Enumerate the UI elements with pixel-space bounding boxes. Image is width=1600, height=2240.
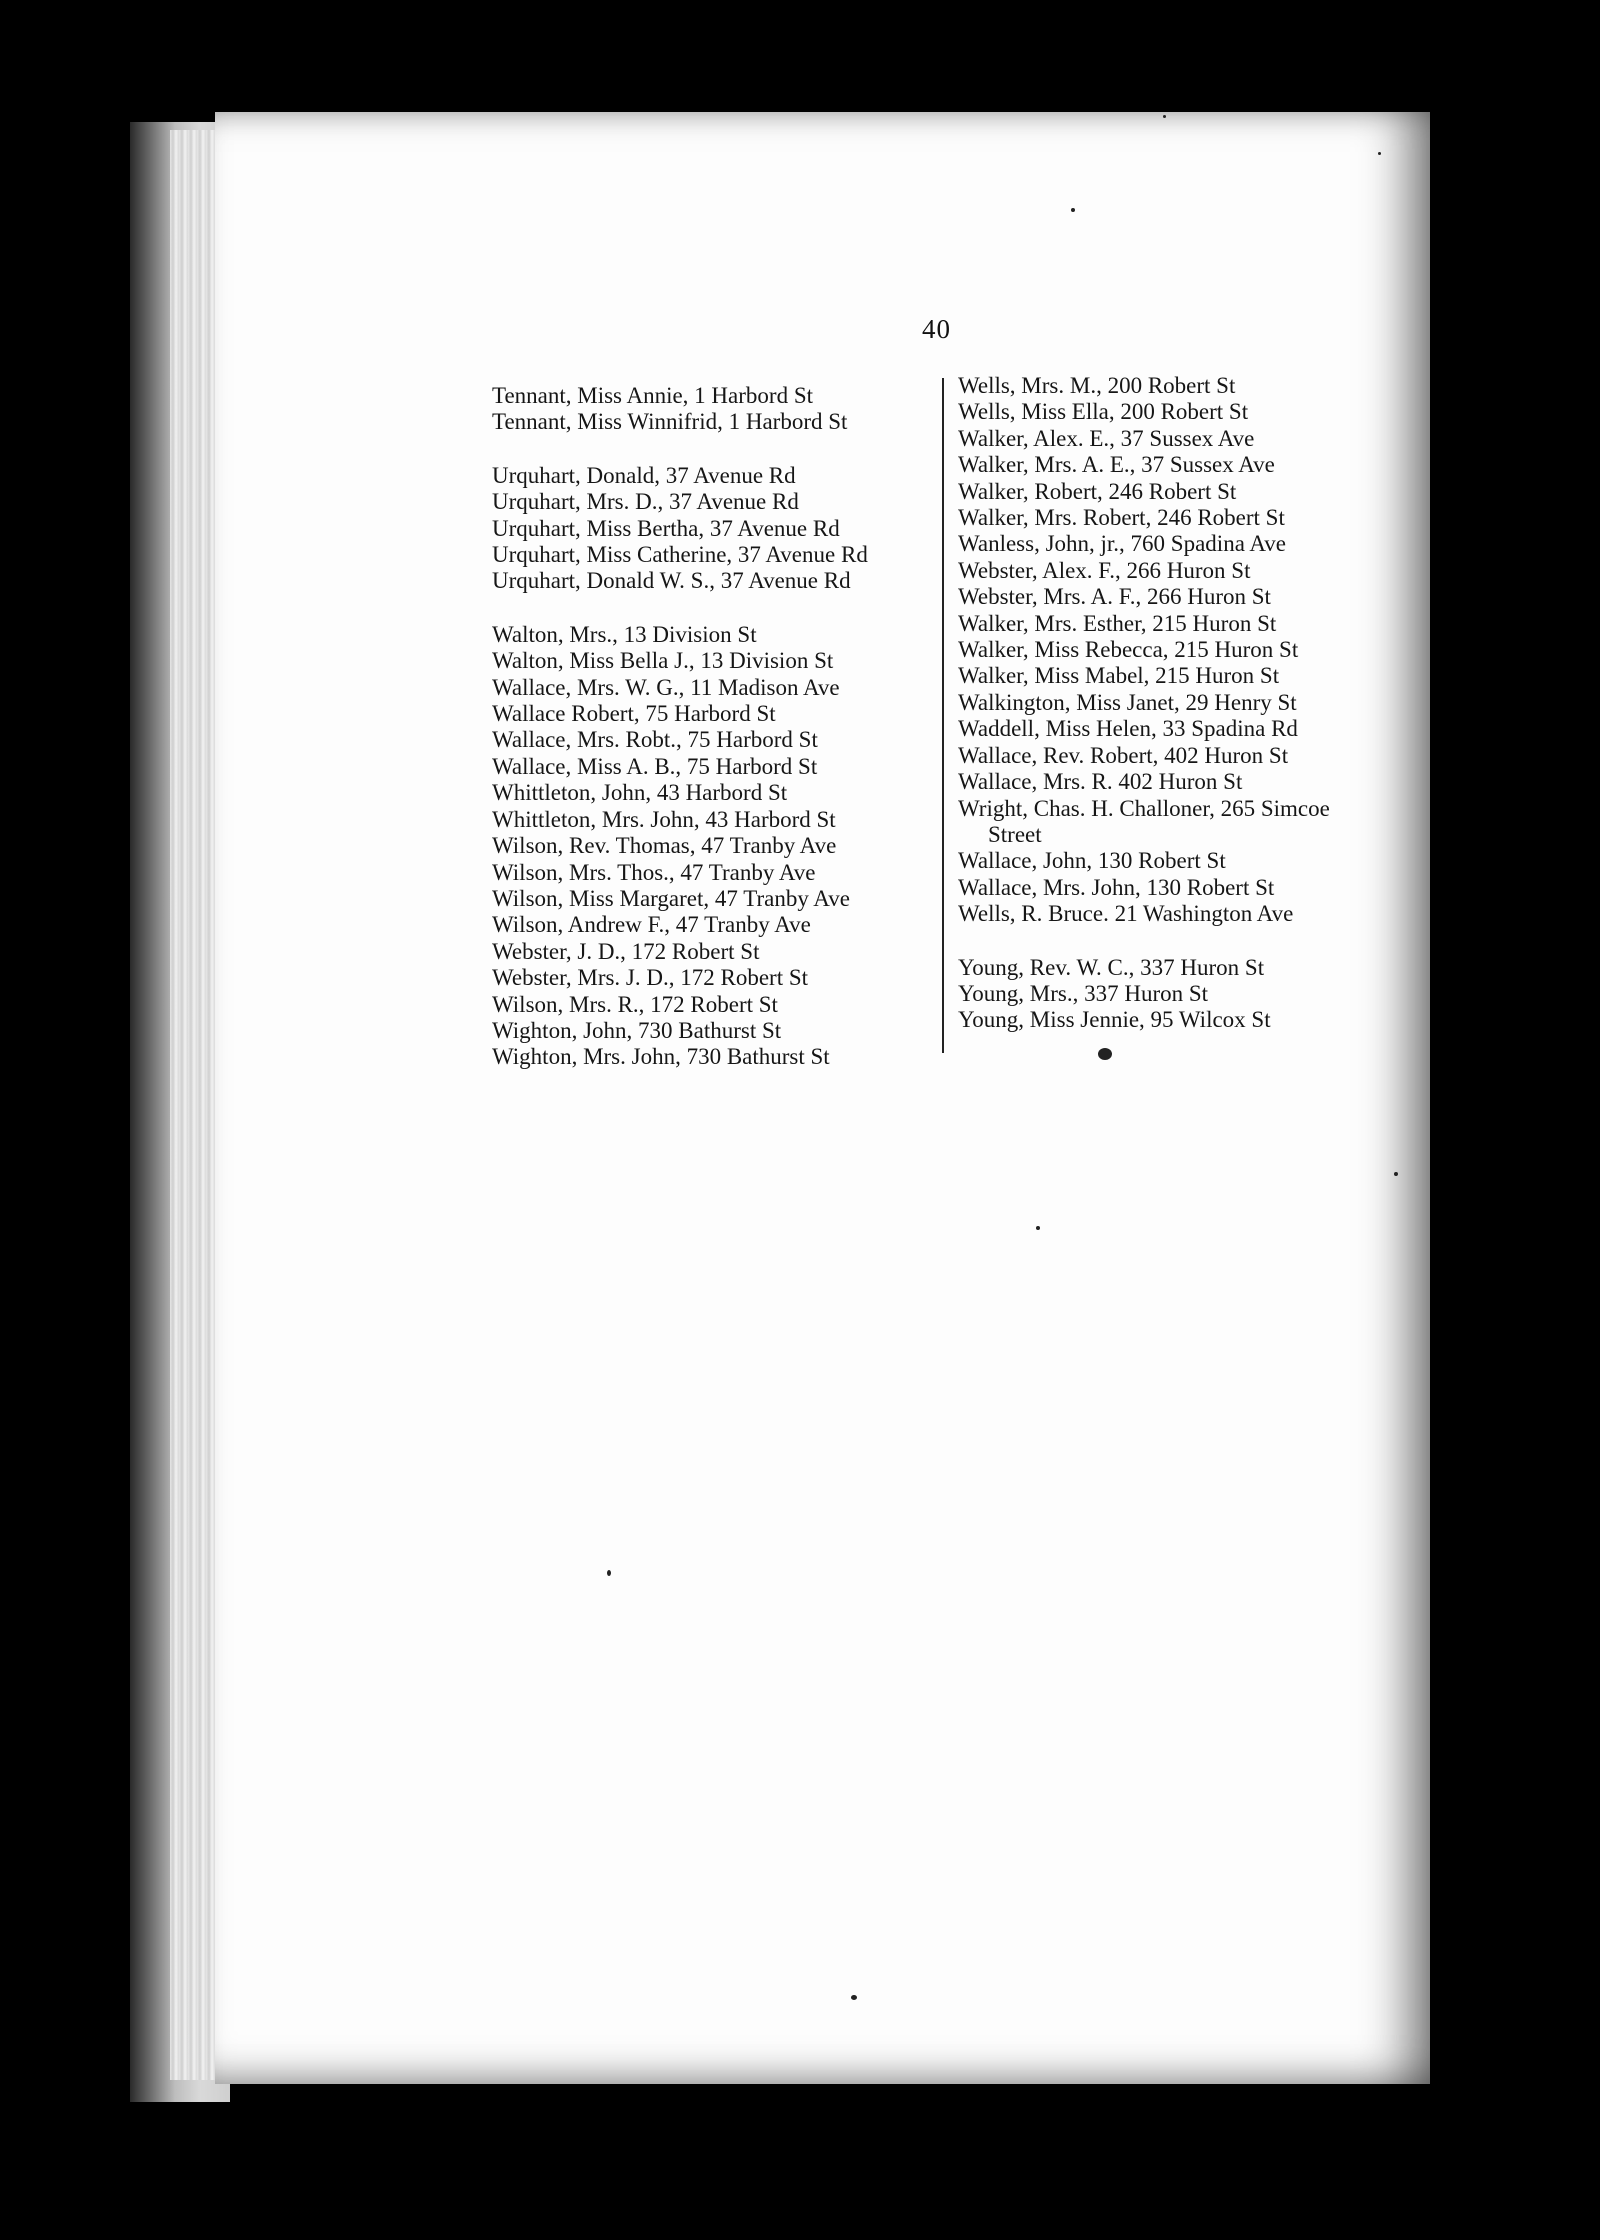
ink-speck — [851, 1995, 857, 2000]
directory-entry: Walton, Miss Bella J., 13 Division St — [492, 648, 834, 674]
directory-entry: Young, Miss Jennie, 95 Wilcox St — [958, 1007, 1271, 1033]
directory-entry: Tennant, Miss Annie, 1 Harbord St — [492, 383, 814, 408]
page-number: 40 — [922, 314, 951, 344]
entry-group-w-continued — [958, 373, 1418, 928]
directory-entry: Wilson, Andrew F., 47 Tranby Ave — [492, 912, 811, 938]
directory-entry: Walker, Mrs. Esther, 215 Huron St — [958, 610, 1277, 636]
directory-entry: Wallace, Rev. Robert, 402 Huron St — [958, 742, 1289, 768]
entry-group-y — [958, 955, 1418, 1034]
entry-group-t — [492, 383, 942, 436]
column-divider — [942, 378, 944, 1053]
ink-speck — [1098, 1048, 1112, 1060]
ink-speck — [1394, 1172, 1398, 1176]
directory-entry: Webster, Alex. F., 266 Huron St — [958, 557, 1251, 583]
directory-entry: Wighton, Mrs. John, 730 Bathurst St — [492, 1044, 830, 1070]
directory-entry: Wallace, Mrs. W. G., 11 Madison Ave — [492, 674, 840, 700]
right-column — [958, 373, 1418, 1034]
directory-entry: Wallace, John, 130 Robert St — [958, 848, 1226, 874]
directory-entry: Wilson, Miss Margaret, 47 Tranby Ave — [492, 885, 850, 911]
directory-entry: Urquhart, Donald, 37 Avenue Rd — [492, 462, 796, 488]
directory-entry: Wanless, John, jr., 760 Spadina Ave — [958, 531, 1286, 557]
directory-entry: Walker, Robert, 246 Robert St — [958, 478, 1237, 504]
directory-entry: Wallace, Mrs. R. 402 Huron St — [958, 769, 1243, 795]
directory-entry: Wallace, Mrs. John, 130 Robert St — [958, 874, 1275, 900]
directory-entry: Wells, Mrs. M., 200 Robert St — [958, 373, 1236, 398]
entry-group-u — [492, 463, 942, 595]
directory-entry: Walker, Miss Mabel, 215 Huron St — [958, 663, 1280, 689]
directory-entry: Wells, R. Bruce. 21 Washington Ave — [958, 901, 1294, 927]
directory-entry-continuation: Street — [988, 821, 1042, 847]
directory-entry: Walker, Mrs. A. E., 37 Sussex Ave — [958, 452, 1275, 478]
directory-entry: Webster, Mrs. J. D., 172 Robert St — [492, 965, 809, 991]
directory-entry: Webster, J. D., 172 Robert St — [492, 938, 760, 964]
directory-entry: Wallace, Miss A. B., 75 Harbord St — [492, 753, 818, 779]
directory-entry: Wells, Miss Ella, 200 Robert St — [958, 399, 1249, 425]
directory-entry: Wilson, Rev. Thomas, 47 Tranby Ave — [492, 833, 837, 859]
directory-entry: Whittleton, Mrs. John, 43 Harbord St — [492, 806, 836, 832]
directory-entry: Wallace Robert, 75 Harbord St — [492, 701, 776, 727]
directory-entry: Walker, Miss Rebecca, 215 Huron St — [958, 637, 1299, 663]
ink-speck — [1036, 1226, 1040, 1230]
directory-entry: Walker, Mrs. Robert, 246 Robert St — [958, 505, 1285, 531]
directory-entry: Whittleton, John, 43 Harbord St — [492, 780, 788, 806]
ink-speck — [1163, 115, 1166, 118]
directory-entry: Walker, Alex. E., 37 Sussex Ave — [958, 425, 1255, 451]
directory-entry: Walton, Mrs., 13 Division St — [492, 621, 757, 647]
directory-entry: Young, Rev. W. C., 337 Huron St — [958, 954, 1265, 980]
directory-entry: Urquhart, Miss Catherine, 37 Avenue Rd — [492, 542, 868, 568]
directory-entry: Urquhart, Miss Bertha, 37 Avenue Rd — [492, 515, 840, 541]
left-column — [492, 383, 942, 1071]
directory-entry: Urquhart, Donald W. S., 37 Avenue Rd — [492, 568, 851, 594]
directory-entry: Wright, Chas. H. Challoner, 265 Simcoe — [958, 795, 1330, 821]
ink-speck — [1071, 208, 1075, 212]
directory-entry: Tennant, Miss Winnifrid, 1 Harbord St — [492, 409, 848, 435]
directory-entry: Wighton, John, 730 Bathurst St — [492, 1017, 782, 1043]
ink-speck — [607, 1570, 611, 1576]
directory-entry: Urquhart, Mrs. D., 37 Avenue Rd — [492, 489, 799, 515]
directory-entry: Wallace, Mrs. Robt., 75 Harbord St — [492, 727, 818, 753]
directory-entry: Walkington, Miss Janet, 29 Henry St — [958, 689, 1297, 715]
directory-entry: Waddell, Miss Helen, 33 Spadina Rd — [958, 716, 1298, 742]
directory-entry: Webster, Mrs. A. F., 266 Huron St — [958, 584, 1271, 610]
entry-group-w — [492, 622, 942, 1071]
directory-entry: Wilson, Mrs. R., 172 Robert St — [492, 991, 778, 1017]
directory-entry: Young, Mrs., 337 Huron St — [958, 980, 1209, 1006]
directory-entry: Wilson, Mrs. Thos., 47 Tranby Ave — [492, 859, 816, 885]
ink-speck — [1378, 152, 1381, 155]
